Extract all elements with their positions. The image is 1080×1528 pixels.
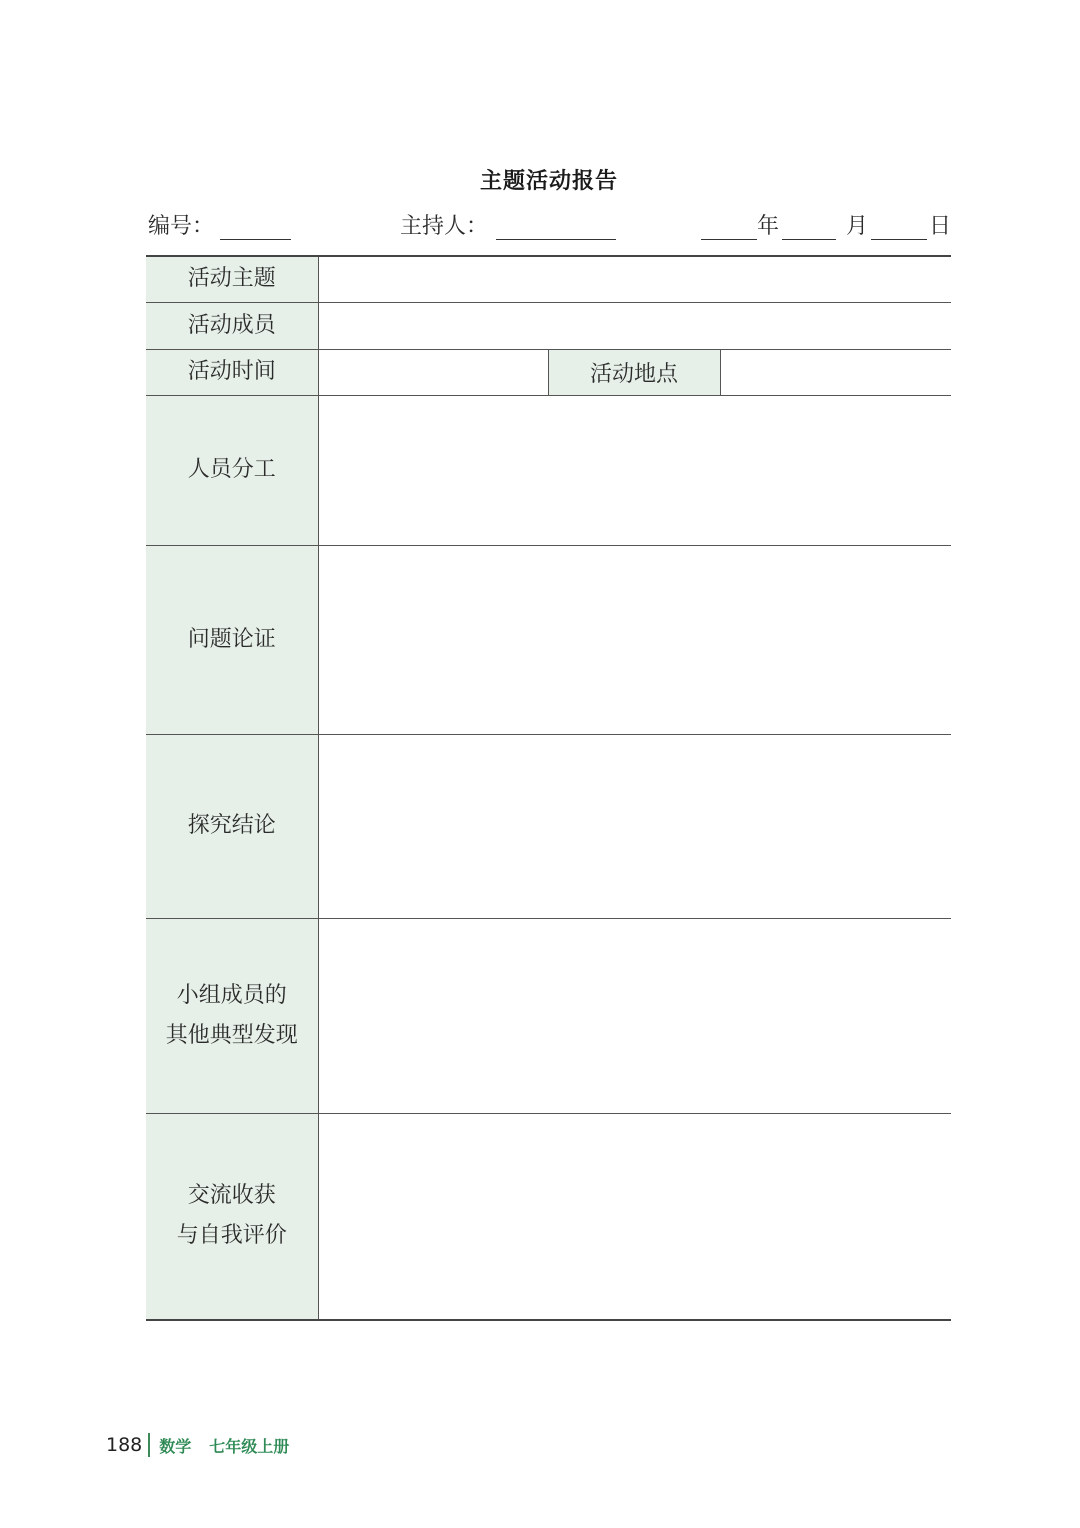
- harvest-label-line2: 与自我评价: [176, 1223, 287, 1249]
- day-label: 日: [929, 214, 952, 239]
- month-label: 月: [846, 214, 869, 239]
- harvest-label: [146, 1113, 318, 1320]
- report-table: [146, 255, 951, 1321]
- conclusion-field[interactable]: [318, 734, 951, 918]
- place-label: 活动地点: [548, 349, 720, 395]
- division-field[interactable]: [318, 395, 951, 545]
- footer-divider: [148, 1433, 150, 1457]
- page-footer: [106, 1432, 289, 1458]
- table-row: [146, 545, 951, 734]
- footer-grade: 七年级上册: [209, 1436, 290, 1456]
- findings-field[interactable]: [318, 918, 951, 1113]
- findings-label: [146, 918, 318, 1113]
- argument-label: 问题论证: [146, 545, 318, 734]
- year-field[interactable]: [701, 239, 757, 240]
- time-label: 活动时间: [146, 349, 318, 395]
- page-number: 188: [106, 1434, 143, 1456]
- table-row: [146, 1113, 951, 1320]
- topic-label: 活动主题: [146, 256, 318, 302]
- year-label: 年: [757, 214, 780, 239]
- time-field[interactable]: [318, 349, 548, 395]
- number-field[interactable]: [220, 239, 291, 240]
- host-label: 主持人：: [400, 214, 489, 239]
- conclusion-label: 探究结论: [146, 734, 318, 918]
- footer-subject: 数学: [159, 1436, 192, 1456]
- month-field[interactable]: [782, 239, 836, 240]
- argument-field[interactable]: [318, 545, 951, 734]
- day-field[interactable]: [871, 239, 927, 240]
- number-label: 编号：: [148, 214, 215, 239]
- members-label: 活动成员: [146, 302, 318, 349]
- table-row: [146, 349, 951, 395]
- findings-label-line1: 小组成员的: [176, 982, 287, 1008]
- topic-field[interactable]: [318, 256, 951, 302]
- table-row: [146, 256, 951, 302]
- table-row: [146, 302, 951, 349]
- members-field[interactable]: [318, 302, 951, 349]
- findings-label-line2: 其他典型发现: [165, 1022, 298, 1048]
- host-field[interactable]: [496, 239, 616, 240]
- harvest-field[interactable]: [318, 1113, 951, 1320]
- table-row: [146, 734, 951, 918]
- division-label: 人员分工: [146, 395, 318, 545]
- place-field[interactable]: [720, 349, 951, 395]
- harvest-label-line1: 交流收获: [187, 1183, 276, 1209]
- table-row: [146, 918, 951, 1113]
- report-title: 主题活动报告: [479, 169, 618, 194]
- table-row: [146, 395, 951, 545]
